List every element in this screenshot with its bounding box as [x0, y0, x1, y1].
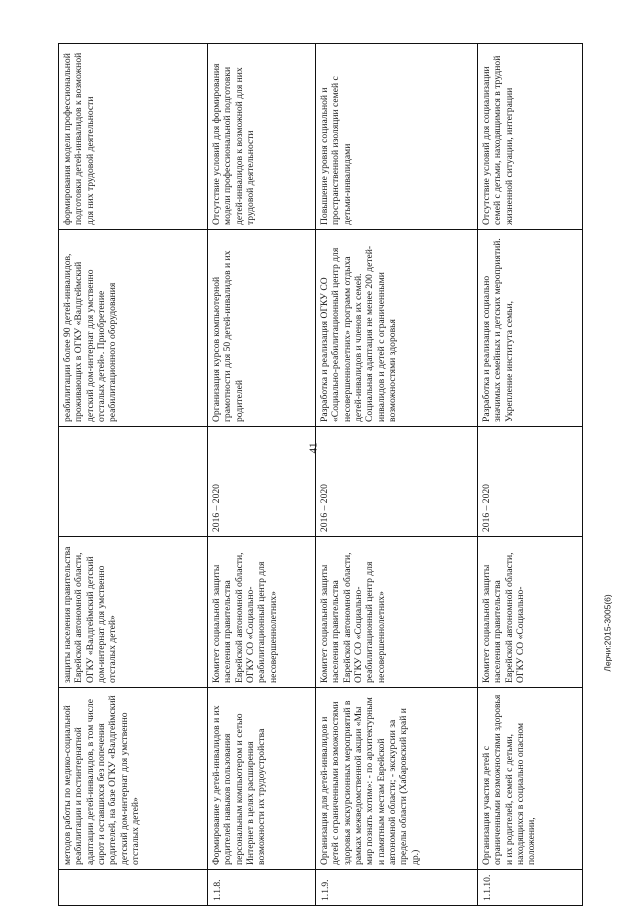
executor-cell: защиты населения правительства Еврейской автономной области, ОГКУ «Валдгеймский детский дом-интернат для умственно отсталых детей»: [59, 537, 208, 688]
table-row: [59, 44, 208, 906]
measures-table-rotated: [58, 44, 582, 906]
problem-cell: Отсутствие условий для формирования модели профессиональной подготовки детей-инвалидов к возможной для них трудовой деятельности: [208, 44, 316, 230]
table-row: [478, 44, 583, 906]
result-cell: реабилитации более 90 детей-инвалидов, проживающих в ОГКУ «Валдгеймский детский дом-интернат для умственно отсталых детей». Приобретение реабилитационного оборудования: [59, 230, 208, 427]
problem-cell: формирования модели профессиональной подготовки детей-инвалидов к возможной для них трудовой деятельности: [59, 44, 208, 230]
row-number: 1.1.8.: [208, 870, 316, 906]
executor-cell: Комитет социальной защиты населения правительства Еврейской автономной области, ОГКУ СО «Социально-реабилитационный центр для несовершеннолетних»: [316, 537, 478, 688]
result-cell: Разработка и реализация социально значимых семейных и детских мероприятий. Укрепление института семьи,: [478, 230, 583, 427]
table-row: [316, 44, 478, 906]
row-number: [59, 870, 208, 906]
executor-cell: Комитет социальной защиты населения правительства Еврейской автономной области, ОГКУ СО «Социально-: [478, 537, 583, 688]
result-cell: Разработка и реализация ОГКУ СО «Социально-реабилитационный центр для несовершеннолетних» программ отдыха детей-инвалидов и членов их семей. Социальная адаптация не менее 200 детей-инвалидов и детей с ограниченными возможностями здоровья: [316, 230, 478, 427]
period-cell: 2016 – 2020: [208, 427, 316, 537]
problem-cell: Отсутствие условий для социализации семей с детьми, находящимися в трудной жизненной ситуации, интеграции: [478, 44, 583, 230]
activity-cell: Организация участия детей с ограниченными возможностями здоровья и их родителей, семей с детьми, находящихся в социально опасном положении,: [478, 688, 583, 870]
period-cell: [59, 427, 208, 537]
table-row: [208, 44, 316, 906]
activity-cell: Формирование у детей-инвалидов и их родителей навыков пользования персональным компьютером и сетью Интернет в целях расширения возможности их трудоустройства: [208, 688, 316, 870]
period-cell: 2016 – 2020: [316, 427, 478, 537]
activity-cell: методов работы по медико-социальной реабилитации и постинтернатной адаптации детей-инвалидов, в том числе сирот и оставшихся без попечения родителей, на базе ОГКУ «Валдгеймский детский дом-интернат для умственно отсталых детей»: [59, 688, 208, 870]
row-number: 1.1.9.: [316, 870, 478, 906]
problem-cell: Повышение уровня социальной и пространственной изоляции семей с детьми-инвалидами: [316, 44, 478, 230]
executor-cell: Комитет социальной защиты населения правительства Еврейской автономной области, ОГКУ СО «Социально-реабилитационный центр для несовершеннолетних»: [208, 537, 316, 688]
row-number: 1.1.10.: [478, 870, 583, 906]
document-footer-code: Лерчи:2015-3005(6): [602, 594, 613, 672]
result-cell: Организация курсов компьютерной грамотности для 50 детей-инвалидов и их родителей: [208, 230, 316, 427]
measures-table: [58, 43, 583, 906]
period-cell: 2016 – 2020: [478, 427, 583, 537]
page-number: 41: [307, 442, 320, 454]
activity-cell: Организация для детей-инвалидов и детей с ограниченными возможностями здоровья экскурсионных мероприятий в рамках межведомственной акции «Мы мир познать хотим»: - по архитектурным и памятным местам Еврейской автономной области; - экскурсии за пределы области (Хабаровский край и др.): [316, 688, 478, 870]
